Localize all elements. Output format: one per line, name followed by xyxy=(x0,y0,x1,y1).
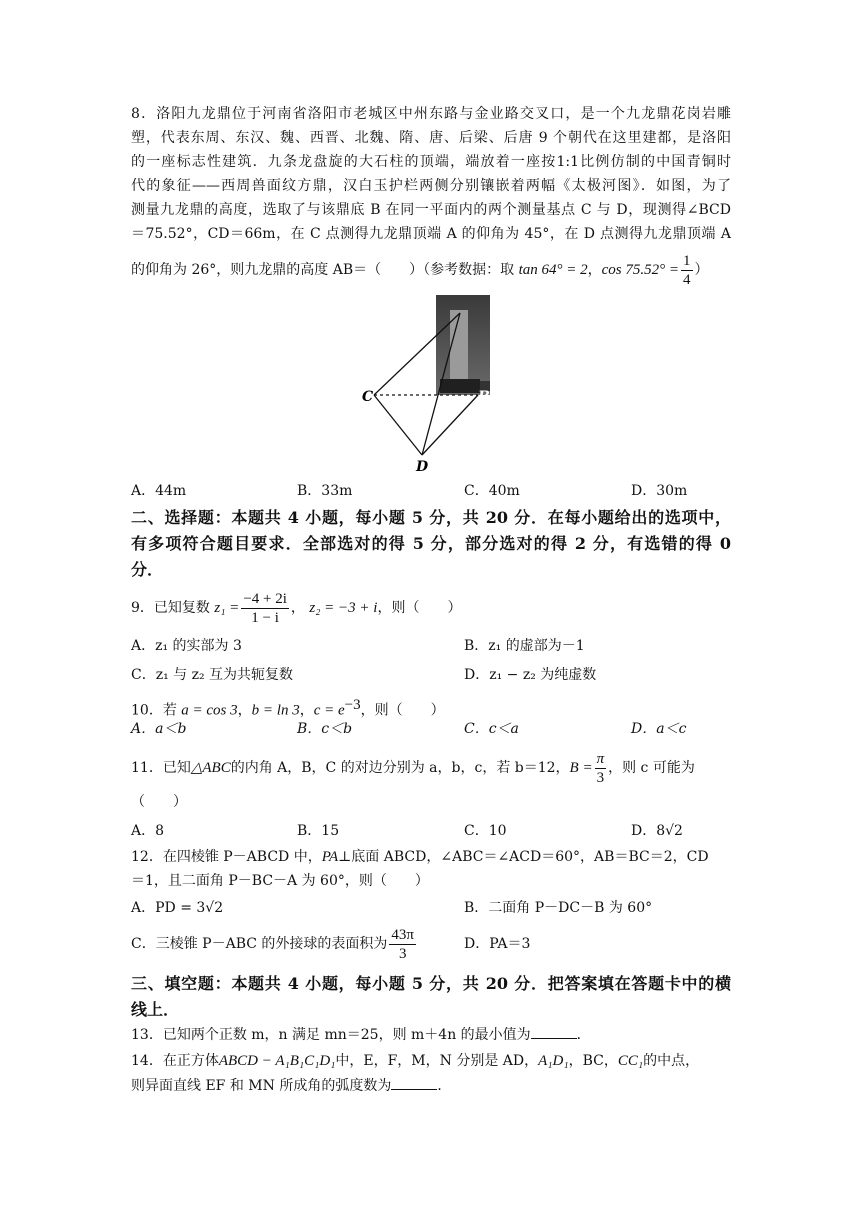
q8-fraction xyxy=(681,252,693,289)
q8-line-1: 8．洛阳九龙鼎位于河南省洛阳市老城区中州东路与金业路交叉口，是一个九龙鼎花岗岩雕 xyxy=(131,106,731,122)
q10-option-c[interactable]: C．c＜a xyxy=(464,721,519,737)
q12-frac-num: 43π xyxy=(391,926,414,943)
q14-line-1 xyxy=(131,1050,731,1072)
q11-option-b[interactable]: B．15 xyxy=(297,823,340,839)
q10-tail: ，则（ ） xyxy=(360,702,445,719)
q10-c-expr: c = e xyxy=(313,702,345,719)
column-shape xyxy=(450,310,468,385)
q14-text-b: 中，E，F，M，N 分别是 AD， xyxy=(335,1053,539,1069)
section2-line-2: 有多项符合题目要求．全部选对的得 5 分，部分选对的得 2 分，有选错的得 0 xyxy=(131,534,731,553)
q11-option-a[interactable]: A．8 xyxy=(131,823,165,839)
q11-text-b: 的内角 A，B，C 的对边分别为 a，b，c，若 b＝12， xyxy=(230,760,570,776)
q9-z1: z₁ = xyxy=(214,600,240,616)
q12-option-b[interactable]: B．二面角 P－DC－B 为 60° xyxy=(464,900,653,916)
q8-line-7 xyxy=(131,250,731,290)
q14-cc1: CC₁ xyxy=(617,1053,644,1069)
q11-fraction xyxy=(595,750,607,787)
q8-line-5: 测量九龙鼎的高度，选取了与该鼎底 B 在同一平面内的两个测量基点 C 与 D，现测得∠BCD xyxy=(131,202,731,218)
label-d: D xyxy=(416,459,429,475)
q10-sep-1: ， xyxy=(237,702,252,719)
q9-text: 9．已知复数 xyxy=(131,600,210,616)
q8-option-d[interactable]: D．30m xyxy=(631,483,688,499)
q8-sep: ， xyxy=(587,262,602,278)
q9-option-b[interactable]: B．z₁ 的虚部为－1 xyxy=(464,638,585,654)
q9-option-a[interactable]: A．z₁ 的实部为 3 xyxy=(131,638,242,654)
q9-fraction xyxy=(241,590,289,627)
q10-text: 10．若 xyxy=(131,702,177,719)
q12-option-c[interactable] xyxy=(131,924,418,964)
q9-z2: z₂ = −3 + i xyxy=(309,600,378,616)
q12-option-c-fraction xyxy=(389,926,416,963)
q11-text-c: ，则 c 可能为 xyxy=(608,760,695,776)
q11-option-c[interactable]: C．10 xyxy=(464,823,507,839)
q12-option-a[interactable]: A．PD = 3√2 xyxy=(131,900,224,916)
label-b: B xyxy=(478,389,490,405)
q10-b-expr: b = ln 3 xyxy=(251,702,300,719)
q10-sep-2: ， xyxy=(299,702,314,719)
q8-line-7-text: 的仰角为 26°，则九龙鼎的高度 AB＝（ ）（参考数据：取 xyxy=(131,262,515,278)
q8-line-6: ＝75.52°，CD＝66m，在 C 点测得九龙鼎顶端 A 的仰角为 45°，在 D 点测得九龙鼎顶端 A xyxy=(131,226,731,242)
q11-text-a: 11．已知 xyxy=(131,760,191,776)
q12-option-d[interactable]: D．PA＝3 xyxy=(464,936,531,952)
q14-text-l2: 则异面直线 EF 和 MN 所成角的弧度数为 xyxy=(131,1078,392,1094)
q11-option-d[interactable]: D．8√2 xyxy=(631,823,683,839)
q14-a1d1: A₁D₁ xyxy=(538,1053,569,1069)
q11-triangle: △ABC xyxy=(190,760,231,776)
q10-option-b[interactable]: B．c＜b xyxy=(297,721,353,737)
q8-option-a[interactable]: A．44m xyxy=(131,483,187,499)
q9-option-c[interactable]: C．z₁ 与 z₂ 互为共轭复数 xyxy=(131,667,294,683)
q8-frac-den: 4 xyxy=(683,271,691,288)
q9-option-d[interactable]: D．z₁ − z₂ 为纯虚数 xyxy=(464,667,597,683)
q14-answer-blank[interactable] xyxy=(391,1075,437,1090)
label-c: C xyxy=(362,389,374,405)
base-shape xyxy=(440,379,480,393)
section2-line-1: 二、选择题：本题共 4 小题，每小题 5 分，共 20 分．在每小题给出的选项中， xyxy=(131,508,731,527)
q10-option-d[interactable]: D．a＜c xyxy=(631,721,687,737)
q9-stem xyxy=(131,586,731,630)
q10-option-a[interactable]: A．a＜b xyxy=(131,721,187,737)
line-cd xyxy=(374,395,422,455)
q9-tail: ，则（ ） xyxy=(377,600,462,616)
q8-line-3: 的一座标志性建筑．九条龙盘旋的大石柱的顶端，端放着一座按1:1比例仿制的中国青铜时 xyxy=(131,154,731,170)
q13-answer-blank[interactable] xyxy=(531,1024,577,1039)
q8-figure xyxy=(360,295,500,475)
section3-line-2: 线上． xyxy=(131,1000,180,1019)
q8-option-c[interactable]: C．40m xyxy=(464,483,520,499)
q11-stem xyxy=(131,746,731,790)
section3-line-1: 三、填空题：本题共 4 小题，每小题 5 分，共 20 分．把答案填在答题卡中的横 xyxy=(131,974,731,993)
q10-a-expr: a = cos 3 xyxy=(181,702,238,719)
q12-text-c: ⊥底面 ABCD，∠ABC＝∠ACD＝60°，AB＝BC＝2，CD xyxy=(338,849,709,865)
q11-frac-den: 3 xyxy=(596,769,605,786)
q14-text-f: 的中点， xyxy=(643,1053,700,1069)
q9-sep: ， xyxy=(290,600,305,616)
q8-frac-num: 1 xyxy=(683,252,691,269)
q12-line-2: ＝1，且二面角 P－BC－A 为 60°，则（ ） xyxy=(131,873,429,889)
q10-c-exponent: −3 xyxy=(344,697,361,713)
q12-line-1 xyxy=(131,846,731,868)
q14-text-d: ，BC， xyxy=(568,1053,618,1069)
q8-line-4: 代的象征——西周兽面纹方鼎，汉白玉护栏两侧分别镶嵌着两幅《太极河图》．如图，为了 xyxy=(131,178,731,194)
q13-stem xyxy=(131,1024,731,1046)
q12-text-a: 12．在四棱锥 P－ABCD 中， xyxy=(131,849,322,865)
q14-end: ． xyxy=(437,1078,452,1094)
q8-line-2: 塑，代表东周、东汉、魏、西晋、北魏、隋、唐、后梁、后唐 9 个朝代在这里建都，是洛阳 xyxy=(131,130,731,146)
q14-line-2 xyxy=(131,1075,731,1097)
q12-pa: PA xyxy=(321,849,339,865)
q8-tan-expr: tan 64° = 2 xyxy=(518,262,588,278)
q14-cube: ABCD − A₁B₁C₁D₁ xyxy=(218,1053,336,1069)
q11-paren: （ ） xyxy=(131,794,187,810)
section2-line-3: 分． xyxy=(131,560,164,579)
q12-frac-den: 3 xyxy=(398,945,407,962)
q8-option-b[interactable]: B．33m xyxy=(297,483,353,499)
q11-frac-num: π xyxy=(596,750,605,767)
q8-cos-expr: cos 75.52° = xyxy=(601,262,679,278)
q9-frac-num: −4 + 2i xyxy=(243,590,287,607)
q9-frac-den: 1 − i xyxy=(251,609,279,626)
q11-b-value: B = xyxy=(569,760,593,776)
q12-option-c-text: C．三棱锥 P－ABC 的外接球的表面积为 xyxy=(131,936,388,952)
q13-end: ． xyxy=(576,1027,591,1043)
q8-close: ） xyxy=(694,262,709,278)
q14-text-a: 14．在正方体 xyxy=(131,1053,219,1069)
q13-text: 13．已知两个正数 m，n 满足 mn＝25，则 m＋4n 的最小值为 xyxy=(131,1027,531,1043)
